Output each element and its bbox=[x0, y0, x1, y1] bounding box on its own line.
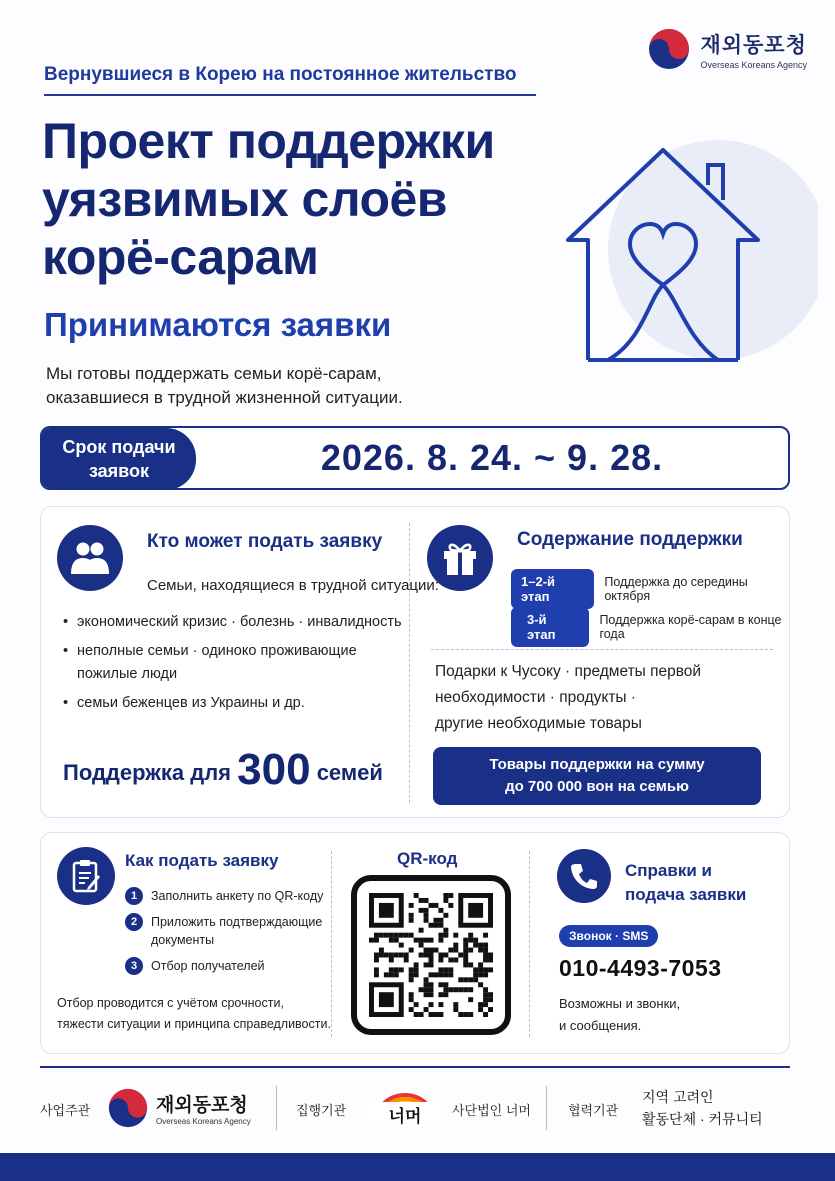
support-divider bbox=[431, 649, 773, 650]
agency-name-en: Overseas Koreans Agency bbox=[700, 59, 807, 70]
note-line-2: тяжести ситуации и принципа справедливости. bbox=[57, 1017, 331, 1031]
intro-text bbox=[46, 362, 466, 410]
eligibility-title: Кто может подать заявку bbox=[147, 531, 383, 552]
list-item: • экономический кризис · болезнь · инвалидность bbox=[63, 611, 403, 634]
intro-line-1: Мы готовы поддержать семьи корё-сарам, bbox=[46, 364, 382, 383]
step-text: Заполнить анкету по QR-коду bbox=[151, 889, 324, 903]
taeguk-icon bbox=[106, 1086, 150, 1130]
step-text: Отбор получателей bbox=[151, 959, 265, 973]
list-item bbox=[125, 957, 335, 975]
eligibility-subtitle: Семьи, находящиеся в трудной ситуации: bbox=[147, 577, 439, 594]
support-number: 300 bbox=[237, 745, 311, 794]
gifts-line-1: Подарки к Чусоку · предметы первой bbox=[435, 663, 702, 680]
deadline-label-line-2: заявок bbox=[88, 461, 150, 481]
stage-1-text: Поддержка до середины октября bbox=[604, 575, 748, 603]
footer-separator bbox=[276, 1086, 277, 1130]
amount-line-2: до 700 000 вон на семью bbox=[505, 778, 689, 795]
contact-title-line-2: подача заявки bbox=[625, 885, 747, 904]
partner-label: 협력기관 bbox=[568, 1103, 619, 1118]
list-item bbox=[125, 913, 335, 949]
phone-number[interactable]: 010-4493-7053 bbox=[559, 955, 722, 981]
contact-note-line-2: и сообщения. bbox=[559, 1018, 642, 1033]
how-to-apply-title: Как подать заявку bbox=[125, 851, 279, 870]
bottom-bar bbox=[0, 1153, 835, 1181]
card-divider bbox=[409, 523, 410, 803]
poster-title bbox=[42, 112, 582, 286]
executor-logo-text: 너머 bbox=[368, 1102, 442, 1127]
contact-note-line-1: Возможны и звонки, bbox=[559, 996, 681, 1011]
contact-note bbox=[559, 993, 680, 1037]
support-count bbox=[63, 745, 383, 795]
list-item: • семьи беженцев из Украины и др. bbox=[63, 692, 403, 715]
deadline-label bbox=[42, 428, 196, 490]
qr-code[interactable] bbox=[351, 875, 511, 1035]
eligibility-support-card bbox=[40, 506, 790, 818]
intro-line-2: оказавшиеся в трудной жизненной ситуации. bbox=[46, 388, 403, 407]
taeguk-icon bbox=[646, 26, 692, 72]
organizer-name-en: Overseas Koreans Agency bbox=[156, 1117, 251, 1126]
house-heart-icon bbox=[548, 140, 818, 380]
clipboard-icon bbox=[57, 847, 115, 905]
call-sms-badge: Звонок · SMS bbox=[559, 925, 658, 947]
qr-title: QR-код bbox=[397, 849, 458, 868]
note-line-1: Отбор проводится с учётом срочности, bbox=[57, 996, 284, 1010]
apply-contact-card bbox=[40, 832, 790, 1054]
footer bbox=[40, 1076, 800, 1140]
title-line-2: уязвимых слоёв bbox=[42, 171, 448, 227]
step-number: 2 bbox=[125, 913, 143, 931]
contact-title-line-1: Справки и bbox=[625, 861, 712, 880]
support-prefix: Поддержка для bbox=[63, 760, 232, 785]
stage-1 bbox=[511, 569, 789, 609]
support-content-title: Содержание поддержки bbox=[517, 529, 743, 550]
gift-icon bbox=[427, 525, 493, 591]
deadline-bar bbox=[40, 426, 790, 490]
support-suffix: семей bbox=[316, 760, 383, 785]
people-icon bbox=[57, 525, 123, 591]
partner-name bbox=[642, 1086, 763, 1130]
selection-note bbox=[57, 993, 337, 1035]
apply-steps bbox=[125, 887, 335, 983]
footer-separator bbox=[546, 1086, 547, 1130]
accepting-applications: Принимаются заявки bbox=[44, 306, 392, 343]
stage-2 bbox=[511, 607, 789, 647]
executor-name: 사단법인 너머 bbox=[452, 1103, 531, 1118]
contact-title bbox=[625, 859, 746, 907]
organizer-label: 사업주관 bbox=[40, 1103, 91, 1118]
agency-logo bbox=[646, 26, 807, 72]
title-line-3: корё-сарам bbox=[42, 229, 319, 285]
amount-line-1: Товары поддержки на сумму bbox=[489, 756, 705, 773]
stage-2-badge: 3-й этап bbox=[511, 607, 589, 647]
list-item bbox=[125, 887, 335, 905]
title-line-1: Проект поддержки bbox=[42, 113, 495, 169]
poster-subtitle: Вернувшиеся в Корею на постоянное жительство bbox=[44, 64, 536, 96]
footer-divider bbox=[40, 1066, 790, 1068]
eligibility-list bbox=[63, 611, 403, 721]
partner-line-2: 활동단체 · 커뮤니티 bbox=[642, 1111, 763, 1127]
list-item: • неполные семьи · одиноко проживающие пожилые люди bbox=[63, 640, 403, 686]
amount-box bbox=[433, 747, 761, 805]
organizer-logo-text bbox=[156, 1090, 251, 1126]
deadline-label-line-1: Срок подачи bbox=[62, 437, 176, 457]
agency-name-kr: 재외동포청 bbox=[700, 33, 807, 57]
gifts-text bbox=[435, 659, 775, 737]
gifts-line-3: другие необходимые товары bbox=[435, 715, 642, 732]
card-divider bbox=[529, 851, 530, 1037]
partner-line-1: 지역 고려인 bbox=[642, 1089, 714, 1105]
qr-code-icon bbox=[369, 893, 493, 1017]
step-text: Приложить подтверждающие документы bbox=[151, 915, 323, 947]
stage-2-text: Поддержка корё-сарам в конце года bbox=[599, 613, 782, 641]
step-number: 3 bbox=[125, 957, 143, 975]
gifts-line-2: необходимости · продукты · bbox=[435, 689, 637, 706]
stage-1-badge: 1–2-й этап bbox=[511, 569, 594, 609]
phone-icon bbox=[557, 849, 611, 903]
deadline-dates: 2026. 8. 24. ~ 9. 28. bbox=[320, 437, 664, 478]
organizer-name-kr: 재외동포청 bbox=[156, 1095, 248, 1116]
executor-label: 집행기관 bbox=[296, 1103, 347, 1118]
step-number: 1 bbox=[125, 887, 143, 905]
